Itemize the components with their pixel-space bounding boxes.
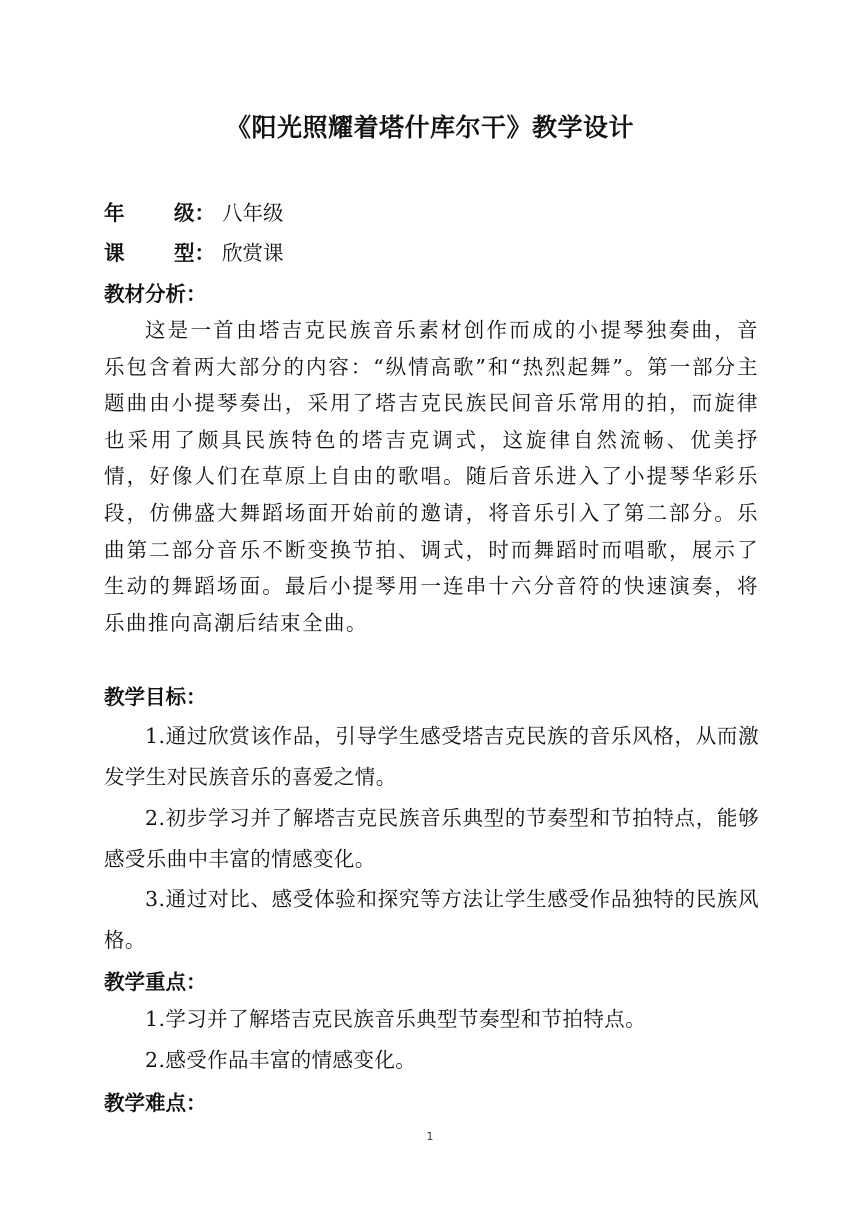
grade-line bbox=[104, 196, 284, 226]
course-type-label: 课 型： bbox=[104, 241, 215, 265]
key-point-2: 2.感受作品丰富的情感变化。 bbox=[145, 1048, 417, 1072]
goals-heading: 教学目标： bbox=[104, 685, 207, 709]
course-type-line bbox=[104, 236, 284, 266]
document-title: 《阳光照耀着塔什库尔干》教学设计 bbox=[225, 113, 634, 142]
analysis-heading: 教材分析： bbox=[104, 282, 207, 306]
key-point-1: 1.学习并了解塔吉克民族音乐典型节奏型和节拍特点。 bbox=[145, 1007, 647, 1031]
goal-item-1: 1.通过欣赏该作品，引导学生感受塔吉克民族的音乐风格，从而激发学生对民族音乐的喜爱之情。 bbox=[104, 724, 759, 789]
grade-label: 年 级： bbox=[104, 201, 215, 225]
goal-item-3: 3.通过对比、感受体验和探究等方法让学生感受作品独特的民族风格。 bbox=[104, 887, 759, 952]
course-type-value: 欣赏课 bbox=[222, 241, 284, 265]
grade-value: 八年级 bbox=[222, 201, 284, 225]
analysis-paragraph: 这是一首由塔吉克民族音乐素材创作而成的小提琴独奏曲，音乐包含着两大部分的内容：“纵情高歌”和“热烈起舞”。第一部分主题曲由小提琴奏出，采用了塔吉克民族民间音乐常用的拍，而旋律也采用了颇具民族特色的塔吉克调式，这旋律自然流畅、优美抒情，好像人们在草原上自由的歌唱。随后音乐进入了小提琴华彩乐段，仿佛盛大舞蹈场面开始前的邀请，将音乐引入了第二部分。乐曲第二部分音乐不断变换节拍、调式，时而舞蹈时而唱歌，展示了生动的舞蹈场面。最后小提琴用一连串十六分音符的快速演奏，将乐曲推向高潮后结束全曲。 bbox=[104, 318, 759, 635]
key-points-heading: 教学重点： bbox=[104, 970, 207, 994]
goal-item-2: 2.初步学习并了解塔吉克民族音乐典型的节奏型和节拍特点，能够感受乐曲中丰富的情感变化。 bbox=[104, 806, 759, 871]
page-number: 1 bbox=[426, 1130, 434, 1143]
difficulty-heading: 教学难点： bbox=[104, 1091, 207, 1115]
